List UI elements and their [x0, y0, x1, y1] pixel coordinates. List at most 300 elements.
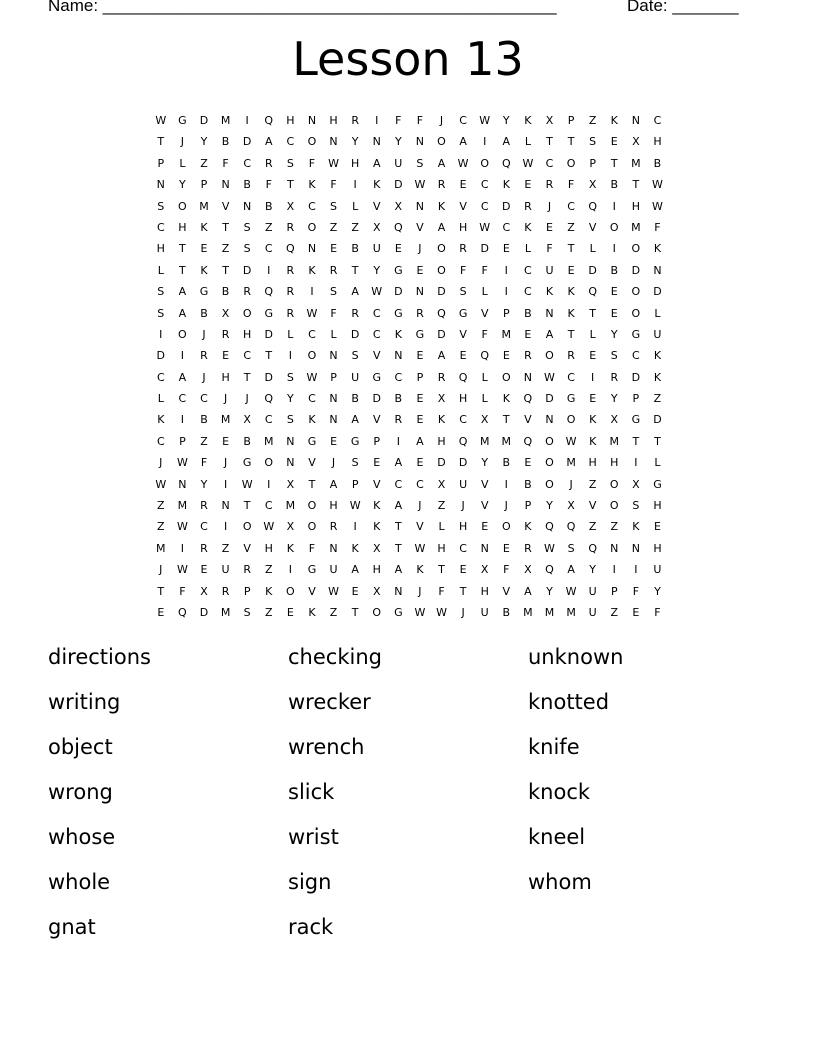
grid-letter: F [481, 263, 488, 277]
word-list-item: whom [528, 870, 592, 894]
grid-letter: C [200, 392, 208, 406]
grid-letter: I [267, 477, 271, 491]
grid-letter: U [480, 605, 489, 619]
grid-letter: T [351, 605, 359, 619]
grid-letter: Z [221, 541, 230, 555]
grid-letter: O [501, 520, 511, 534]
grid-letter: D [653, 285, 662, 299]
word-list-item: checking [288, 645, 382, 669]
grid-letter: C [156, 370, 165, 384]
grid-letter: W [414, 178, 426, 192]
grid-letter: F [632, 584, 640, 598]
grid-letter: N [545, 306, 554, 320]
grid-letter: E [610, 306, 618, 320]
grid-letter: Z [588, 520, 597, 534]
grid-letter: X [480, 413, 489, 427]
grid-letter: A [178, 285, 187, 299]
grid-letter: Q [264, 285, 274, 299]
grid-letter: C [545, 156, 554, 170]
grid-letter: J [461, 499, 465, 513]
grid-letter: M [523, 605, 533, 619]
grid-letter: T [243, 370, 251, 384]
grid-letter: G [631, 413, 641, 427]
grid-letter: O [501, 370, 511, 384]
grid-letter: N [610, 541, 619, 555]
grid-letter: O [437, 263, 446, 277]
grid-letter: W [306, 306, 318, 320]
grid-letter: M [609, 434, 620, 448]
grid-letter: W [544, 541, 555, 555]
grid-letter: X [372, 541, 381, 555]
grid-letter: K [502, 178, 510, 192]
grid-letter: J [223, 456, 228, 470]
grid-letter: E [330, 242, 338, 256]
grid-letter: F [179, 584, 186, 598]
grid-row [150, 176, 668, 197]
grid-letter: Y [351, 135, 359, 149]
grid-letter: T [632, 434, 640, 448]
grid-letter: Y [394, 135, 402, 149]
grid-letter: G [350, 434, 360, 448]
grid-letter: C [264, 413, 273, 427]
grid-letter: E [610, 285, 618, 299]
grid-letter: B [610, 178, 619, 192]
grid-letter: C [372, 327, 381, 341]
grid-letter: A [567, 563, 575, 577]
grid-letter: R [545, 178, 554, 192]
grid-letter: P [589, 156, 596, 170]
grid-letter: V [502, 584, 511, 598]
word-list-item: wrench [288, 735, 365, 759]
grid-letter: W [414, 605, 426, 619]
grid-letter: C [567, 370, 575, 384]
grid-letter: J [418, 242, 422, 256]
grid-letter: A [545, 327, 554, 341]
grid-letter: H [264, 541, 273, 555]
grid-letter: F [222, 156, 229, 170]
grid-letter: H [329, 499, 338, 513]
word-list-item: sign [288, 870, 332, 894]
grid-letter: J [418, 584, 422, 598]
grid-letter: D [199, 605, 209, 619]
word-list [48, 642, 768, 957]
grid-letter: S [243, 220, 251, 234]
grid-letter: M [220, 605, 231, 619]
grid-letter: U [653, 327, 662, 341]
grid-letter: N [545, 413, 554, 427]
grid-letter: W [371, 285, 383, 299]
grid-letter: L [481, 370, 488, 384]
grid-letter: J [547, 199, 552, 213]
grid-letter: N [631, 114, 640, 127]
grid-letter: W [652, 199, 663, 213]
grid-row [150, 347, 668, 368]
grid-letter: X [221, 306, 230, 320]
grid-letter: E [653, 520, 661, 534]
grid-letter: N [221, 499, 230, 513]
grid-letter: N [307, 114, 317, 127]
grid-letter: L [157, 263, 164, 277]
word-list-item: wrist [288, 825, 339, 849]
grid-letter: C [480, 199, 489, 213]
grid-letter: S [416, 156, 424, 170]
grid-letter: K [394, 327, 402, 341]
grid-letter: G [394, 263, 403, 277]
grid-letter: P [524, 499, 532, 513]
grid-letter: J [439, 114, 444, 127]
grid-letter: C [394, 477, 403, 491]
grid-letter: C [524, 263, 532, 277]
grid-letter: N [480, 541, 489, 555]
grid-letter: I [159, 327, 163, 341]
grid-letter: C [156, 220, 165, 234]
grid-letter: T [438, 563, 445, 577]
grid-letter: T [394, 520, 402, 534]
grid-letter: V [459, 199, 467, 213]
grid-letter: I [180, 541, 185, 555]
grid-letter: I [504, 263, 508, 277]
grid-letter: N [329, 349, 338, 363]
grid-letter: R [351, 114, 359, 127]
grid-letter: I [504, 477, 508, 491]
grid-letter: R [610, 370, 619, 384]
grid-letter: O [437, 242, 446, 256]
grid-letter: W [479, 220, 491, 234]
grid-letter: W [176, 563, 188, 577]
grid-letter: D [372, 392, 381, 406]
grid-letter: X [610, 413, 619, 427]
grid-letter: B [351, 392, 359, 406]
grid-row [150, 283, 668, 304]
word-list-item: rack [288, 915, 334, 939]
grid-letter: J [223, 392, 228, 406]
grid-letter: V [372, 199, 381, 213]
grid-letter: P [351, 477, 359, 491]
grid-letter: L [654, 456, 661, 470]
grid-letter: R [416, 306, 424, 320]
grid-letter: H [458, 220, 468, 234]
grid-letter: K [524, 220, 532, 234]
grid-letter: U [653, 563, 662, 577]
grid-letter: R [524, 541, 532, 555]
grid-letter: A [416, 434, 424, 448]
grid-letter: R [243, 563, 251, 577]
grid-letter: O [307, 520, 317, 534]
grid-letter: U [394, 156, 403, 170]
grid-letter: H [156, 242, 165, 256]
grid-row [150, 433, 668, 454]
grid-letter: M [544, 605, 555, 619]
grid-letter: W [328, 156, 339, 170]
grid-letter: C [156, 434, 165, 448]
grid-letter: O [178, 199, 187, 213]
grid-letter: K [437, 199, 446, 213]
grid-letter: E [610, 135, 618, 149]
grid-letter: O [566, 413, 576, 427]
grid-letter: K [373, 499, 381, 513]
grid-letter: I [375, 114, 379, 127]
grid-letter: K [567, 306, 575, 320]
grid-letter: C [308, 327, 316, 341]
grid-letter: H [653, 499, 662, 513]
grid-letter: O [264, 456, 274, 470]
grid-letter: F [416, 114, 424, 127]
grid-letter: E [567, 263, 575, 277]
grid-letter: I [223, 477, 228, 491]
grid-letter: A [351, 413, 359, 427]
grid-letter: H [221, 370, 230, 384]
grid-letter: J [418, 499, 422, 513]
grid-letter: K [524, 520, 532, 534]
grid-letter: B [243, 434, 251, 448]
grid-letter: N [415, 135, 425, 149]
grid-letter: W [522, 156, 534, 170]
grid-row [150, 112, 668, 133]
grid-letter: D [653, 413, 662, 427]
grid-letter: M [264, 434, 274, 448]
grid-letter: J [202, 370, 206, 384]
grid-letter: K [373, 520, 381, 534]
grid-letter: I [180, 413, 185, 427]
grid-letter: Y [179, 178, 186, 192]
grid-letter: F [546, 242, 553, 256]
grid-letter: K [308, 178, 316, 192]
grid-letter: N [307, 242, 317, 256]
grid-letter: E [459, 349, 467, 363]
grid-letter: R [437, 178, 446, 192]
grid-letter: T [567, 242, 575, 256]
grid-letter: H [286, 114, 295, 127]
grid-letter: O [631, 306, 641, 320]
word-list-item: knife [528, 735, 580, 759]
grid-letter: V [416, 520, 424, 534]
grid-letter: G [394, 605, 403, 619]
grid-letter: Y [610, 327, 618, 341]
grid-letter: F [567, 178, 575, 192]
grid-letter: T [265, 349, 273, 363]
word-list-item: knock [528, 780, 591, 804]
grid-letter: Q [393, 220, 403, 234]
grid-letter: B [200, 306, 208, 320]
grid-letter: E [416, 263, 424, 277]
grid-letter: A [351, 285, 359, 299]
grid-letter: N [221, 178, 230, 192]
grid-letter: E [416, 456, 424, 470]
grid-letter: Z [610, 520, 619, 534]
grid-letter: T [632, 178, 640, 192]
grid-letter: K [437, 413, 446, 427]
grid-letter: X [372, 220, 381, 234]
grid-letter: I [180, 349, 185, 363]
grid-letter: K [286, 541, 294, 555]
grid-letter: J [504, 499, 508, 513]
grid-letter: X [394, 199, 403, 213]
grid-letter: P [330, 370, 337, 384]
grid-letter: R [243, 285, 251, 299]
grid-letter: D [242, 135, 252, 149]
grid-letter: C [264, 242, 273, 256]
word-list-item: writing [48, 690, 121, 714]
grid-letter: P [416, 370, 424, 384]
grid-letter: A [351, 563, 359, 577]
grid-letter: A [372, 156, 381, 170]
grid-letter: R [394, 413, 403, 427]
grid-letter: L [330, 327, 337, 341]
grid-letter: I [612, 242, 616, 256]
grid-letter: E [286, 605, 294, 619]
grid-letter: Y [286, 392, 294, 406]
grid-letter: D [264, 327, 273, 341]
grid-letter: E [589, 392, 597, 406]
grid-letter: V [372, 413, 381, 427]
grid-letter: O [480, 156, 490, 170]
grid-letter: L [287, 327, 294, 341]
grid-letter: R [286, 263, 295, 277]
grid-letter: O [286, 584, 295, 598]
grid-letter: X [243, 413, 251, 427]
grid-letter: E [502, 541, 510, 555]
grid-letter: H [631, 199, 640, 213]
grid-letter: N [329, 413, 338, 427]
grid-letter: Y [373, 263, 381, 277]
grid-letter: B [524, 306, 532, 320]
grid-letter: A [502, 135, 511, 149]
grid-letter: N [329, 541, 338, 555]
grid-letter: C [243, 156, 252, 170]
grid-letter: T [286, 178, 294, 192]
grid-letter: W [155, 114, 167, 127]
grid-letter: Q [264, 392, 274, 406]
grid-letter: C [308, 199, 316, 213]
grid-letter: M [156, 541, 166, 555]
grid-letter: O [545, 349, 554, 363]
grid-letter: K [502, 392, 510, 406]
grid-row [150, 497, 668, 518]
grid-letter: E [394, 242, 402, 256]
grid-letter: T [222, 220, 229, 234]
grid-letter: Q [286, 242, 295, 256]
grid-letter: E [157, 605, 165, 619]
grid-letter: U [588, 584, 597, 598]
grid-letter: C [372, 306, 381, 320]
grid-letter: K [308, 263, 316, 277]
grid-letter: W [155, 477, 167, 491]
grid-row [150, 133, 668, 154]
grid-letter: S [157, 199, 165, 213]
grid-letter: X [372, 584, 381, 598]
grid-letter: C [524, 285, 532, 299]
grid-letter: E [546, 220, 553, 234]
grid-letter: K [373, 178, 381, 192]
grid-letter: K [200, 220, 208, 234]
grid-letter: T [459, 584, 467, 598]
grid-letter: I [310, 285, 314, 299]
grid-letter: M [631, 156, 641, 170]
grid-letter: T [654, 434, 661, 448]
grid-letter: D [631, 263, 641, 277]
grid-letter: S [567, 541, 575, 555]
grid-letter: N [372, 135, 381, 149]
grid-letter: W [349, 499, 361, 513]
grid-letter: Y [589, 563, 597, 577]
grid-letter: Z [610, 605, 619, 619]
grid-letter: R [329, 263, 338, 277]
grid-letter: O [307, 499, 317, 513]
grid-letter: H [178, 220, 187, 234]
grid-letter: S [330, 199, 338, 213]
grid-letter: W [263, 520, 275, 534]
grid-letter: S [286, 156, 294, 170]
grid-letter: Q [523, 392, 533, 406]
grid-letter: V [416, 220, 424, 234]
grid-letter: F [654, 605, 661, 619]
grid-letter: A [329, 477, 338, 491]
grid-letter: I [223, 520, 228, 534]
word-list-item: directions [48, 645, 151, 669]
grid-letter: A [178, 370, 187, 384]
grid-letter: F [395, 114, 402, 127]
grid-letter: H [653, 541, 662, 555]
grid-letter: Y [200, 135, 208, 149]
grid-letter: J [180, 135, 185, 149]
grid-letter: W [565, 584, 577, 598]
grid-letter: Q [480, 349, 490, 363]
grid-letter: Z [157, 520, 165, 534]
grid-letter: B [351, 242, 359, 256]
word-list-item: gnat [48, 915, 96, 939]
grid-letter: X [286, 520, 295, 534]
grid-letter: Q [523, 434, 533, 448]
grid-letter: S [157, 285, 165, 299]
grid-row [150, 326, 668, 347]
grid-letter: L [438, 520, 445, 534]
grid-letter: R [264, 156, 273, 170]
grid-letter: N [653, 263, 662, 277]
grid-letter: D [631, 370, 641, 384]
grid-letter: R [286, 306, 295, 320]
grid-letter: E [222, 349, 230, 363]
grid-letter: I [634, 456, 638, 470]
grid-letter: V [372, 349, 381, 363]
grid-letter: Z [157, 499, 165, 513]
grid-letter: S [330, 285, 338, 299]
grid-letter: E [373, 456, 381, 470]
grid-letter: P [373, 434, 381, 448]
grid-letter: V [480, 499, 489, 513]
grid-letter: S [286, 413, 294, 427]
grid-letter: X [200, 584, 208, 598]
grid-letter: M [220, 413, 231, 427]
grid-letter: T [157, 584, 165, 598]
grid-letter: W [544, 370, 555, 384]
grid-letter: L [157, 392, 164, 406]
grid-letter: I [353, 178, 357, 192]
grid-letter: B [243, 178, 251, 192]
grid-letter: U [329, 563, 338, 577]
word-list-item: kneel [528, 825, 586, 849]
grid-letter: D [199, 114, 209, 127]
grid-letter: A [437, 156, 446, 170]
grid-letter: F [308, 541, 316, 555]
word-search-grid [150, 112, 668, 625]
grid-letter: T [308, 477, 316, 491]
grid-letter: G [372, 370, 381, 384]
grid-letter: X [524, 563, 532, 577]
grid-letter: Z [264, 563, 273, 577]
grid-letter: E [502, 242, 510, 256]
word-list-item: whose [48, 825, 116, 849]
grid-letter: G [415, 327, 425, 341]
